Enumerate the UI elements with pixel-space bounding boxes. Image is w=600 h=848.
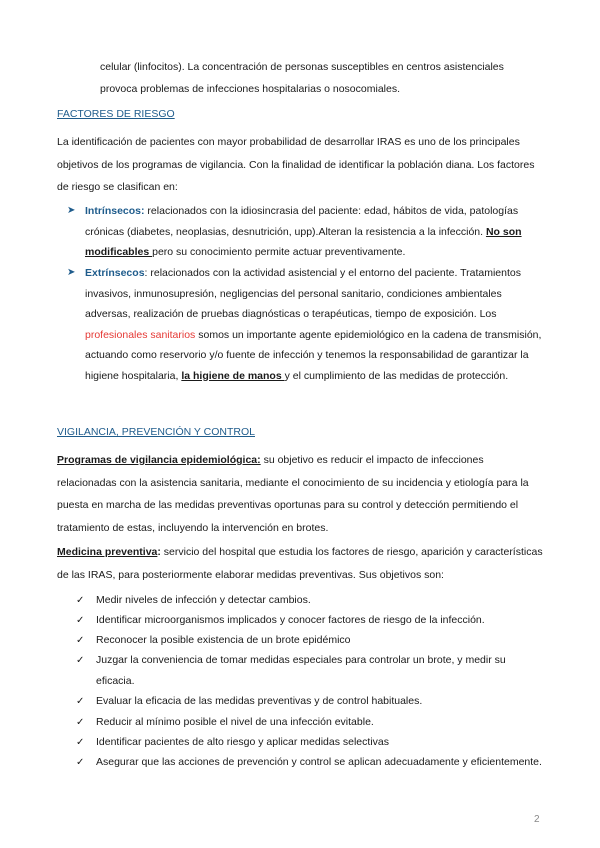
objetivo-item: ✓ Juzgar la conveniencia de tomar medidas especiales para controlar un brote, y medir su eficacia. — [76, 650, 546, 692]
extrinsecos-text-1: : relacionados con la actividad asistencial y el entorno del paciente. Tratamientos invasivos, inmunosupresión, negligencias del personal sanitario, condiciones ambientales adversas, realización de pruebas diagnósticas o terapéuticas, tiempo de exposición. Los — [85, 267, 521, 320]
checkmark-icon: ✓ — [76, 655, 85, 666]
bullet-extrinsecos — [67, 263, 545, 386]
factores-paragraph: La identificación de pacientes con mayor probabilidad de desarrollar IRAS es uno de los principales objetivos de los programas de vigilancia. Con la finalidad de identificar la población diana. Los factores de riesgo se clasifican en: — [57, 136, 535, 193]
no-modificables-emph: No son modificables — [85, 225, 522, 258]
medicina-paragraph — [57, 541, 545, 586]
medicina-colon: : — [157, 546, 161, 558]
vigilancia-heading: VIGILANCIA, PREVENCIÓN Y CONTROL — [57, 426, 255, 438]
medicina-label: Medicina preventiva — [57, 546, 158, 558]
higiene-manos-emph: la higiene de manos — [181, 369, 285, 382]
intrinsecos-text-1: relacionados con la idiosincrasia del paciente: edad, hábitos de vida, patologías crónicas (diabetes, neoplasias, desnutrición, upp).Alteran la resistencia a la infección. — [85, 205, 519, 238]
extrinsecos-text-2: somos un importante agente epidemiológico en la cadena de transmisión, actuando como reservorio y/o fuente de infección y tenemos la responsabilidad de garantizar la higiene hospitalaria, — [85, 328, 542, 382]
checkmark-icon: ✓ — [76, 696, 85, 707]
objetivo-item: ✓ Medir niveles de infección y detectar cambios. — [76, 590, 546, 611]
extrinsecos-text-3: y el cumplimiento de las medidas de protección. — [284, 369, 509, 382]
arrow-bullet-icon: ➤ — [67, 205, 76, 216]
intrinsecos-text-2: pero su conocimiento permite actuar preventivamente. — [152, 246, 406, 258]
factores-heading: FACTORES DE RIESGO — [57, 108, 175, 120]
checkmark-icon: ✓ — [76, 615, 85, 626]
checkmark-icon: ✓ — [76, 595, 85, 606]
checkmark-icon: ✓ — [76, 717, 85, 728]
objetivo-item: ✓ Asegurar que las acciones de prevención y control se aplican adecuadamente y eficientemente. — [76, 752, 546, 773]
bullet-intrinsecos — [67, 201, 545, 263]
intrinsecos-label: Intrínsecos: — [85, 205, 145, 217]
objetivo-item: ✓ Reconocer la posible existencia de un brote epidémico — [76, 630, 546, 651]
medicina-text: servicio del hospital que estudia los factores de riesgo, aparición y características de las IRAS, para posteriormente elaborar medidas preventivas. Sus objetivos son: — [57, 546, 543, 581]
programas-paragraph — [57, 449, 545, 539]
objetivo-item: ✓ Reducir al mínimo posible el nivel de una infección evitable. — [76, 712, 546, 733]
checkmark-icon: ✓ — [76, 737, 85, 748]
page-number: 2 — [534, 814, 540, 825]
objetivo-item: ✓ Identificar pacientes de alto riesgo y aplicar medidas selectivas — [76, 732, 546, 753]
objetivo-item: ✓ Evaluar la eficacia de las medidas preventivas y de control habituales. — [76, 691, 546, 712]
programas-label: Programas de vigilancia epidemiológica: — [57, 454, 261, 466]
checkmark-icon: ✓ — [76, 635, 85, 646]
objetivo-item: ✓ Identificar microorganismos implicados y conocer factores de riesgo de la infección. — [76, 610, 546, 631]
checkmark-icon: ✓ — [76, 757, 85, 768]
profesionales-sanitarios-highlight: profesionales sanitarios — [85, 328, 196, 341]
intro-paragraph: celular (linfocitos). La concentración de personas susceptibles en centros asistenciales provoca problemas de infecciones hospitalarias o nosocomiales. — [100, 61, 504, 95]
programas-text: su objetivo es reducir el impacto de infecciones relacionadas con la asistencia sanitaria, mediante el conocimiento de su incidencia y etiología para la puesta en marcha de las medidas preventivas oportunas para su control y detección permitiendo el tratamiento de estas, incluyendo la intervención en brotes. — [57, 454, 529, 534]
extrinsecos-label: Extrínsecos — [85, 267, 145, 279]
arrow-bullet-icon: ➤ — [67, 267, 76, 278]
